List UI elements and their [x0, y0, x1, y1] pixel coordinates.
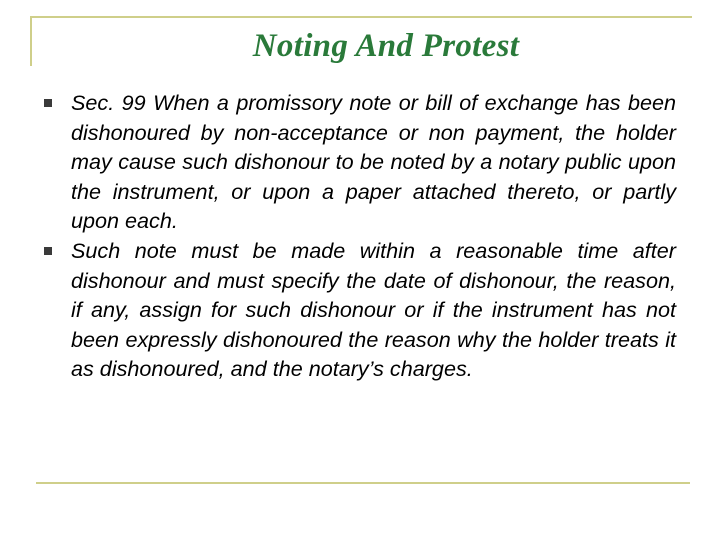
slide-title: Noting And Protest	[252, 28, 520, 64]
frame-top-rule	[30, 16, 692, 18]
bullet-text-1: Sec. 99 When a promissory note or bill of exchange has been dishonoured by non-acceptance or non payment, the holder may cause such dishonour to be noted by a notary public upon the instrument, or upon a paper attached thereto, or partly upon each.	[71, 90, 676, 234]
bullet-text-2: Such note must be made within a reasonable time after dishonour and must specify the date of dishonour, the reason, if any, assign for such dishonour or if the instrument has not been expressly dishonoured the reason why the holder treats it as dishonoured, and the notary’s charges.	[71, 237, 676, 382]
bullet-item-1	[44, 88, 676, 236]
square-bullet-icon	[44, 99, 52, 107]
bullet-item-2	[44, 236, 676, 384]
bullet-list	[44, 88, 676, 384]
frame-bottom-rule	[36, 482, 690, 484]
square-bullet-icon	[44, 247, 52, 255]
